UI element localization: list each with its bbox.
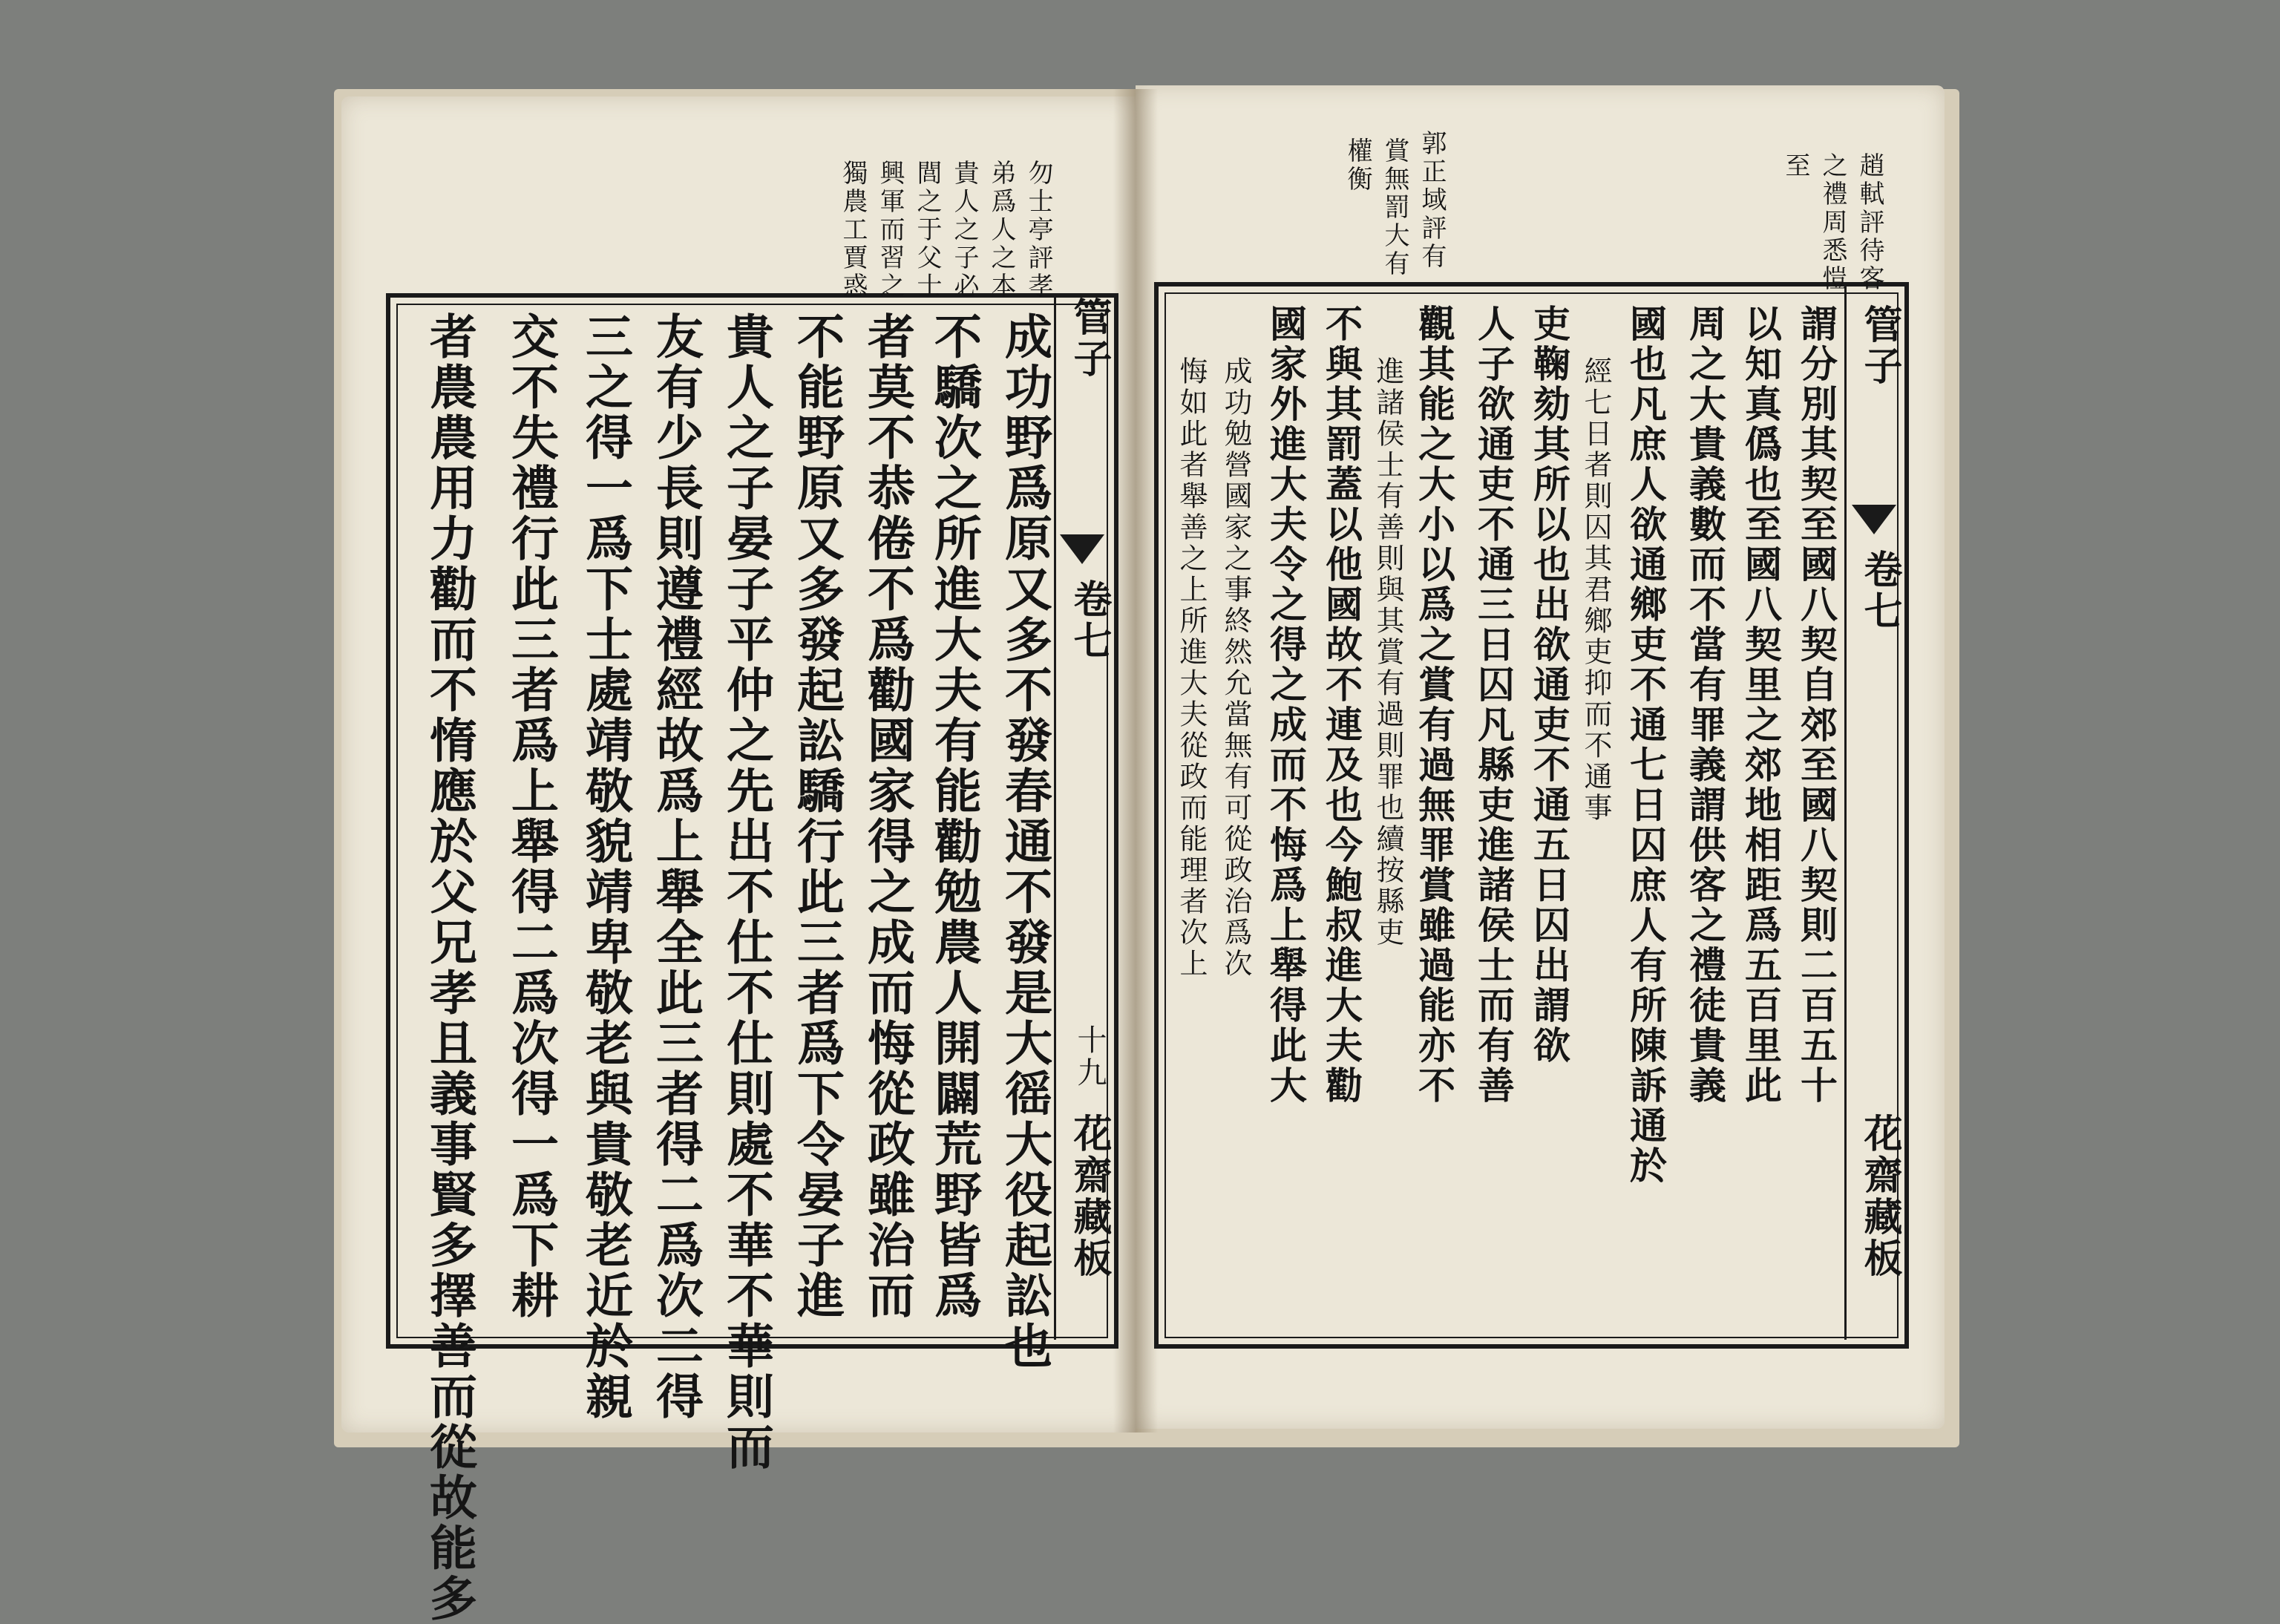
left-folio-number: 十九 xyxy=(1072,1024,1107,1090)
left-top-note-3: 貴人之子必 xyxy=(949,160,979,301)
left-press-mark: 花齋藏板 xyxy=(1067,1113,1112,1280)
right-press-mark: 花齋藏板 xyxy=(1857,1113,1902,1280)
right-top-note-1: 趙軾評待客 xyxy=(1855,152,1884,293)
right-text-column-2: 以知真僞也至國八契里之郊地相距爲五百里此 xyxy=(1739,304,1783,1106)
left-text-column-6: 友有少長則遵禮經故爲上舉全此三者得二爲次二得 xyxy=(648,312,704,1422)
left-top-note-6: 獨農工賈惑 xyxy=(838,160,868,301)
right-text-column-8: 觀其能之大小以爲之賞有過無罪賞雖過能亦不 xyxy=(1412,304,1456,1106)
right-text-column-9: 進諸侯士有善則與其賞有過則罪也續按縣吏 xyxy=(1372,356,1404,949)
right-top-note-6: 權衡 xyxy=(1343,137,1372,194)
left-header-title: 管子 xyxy=(1067,297,1112,380)
right-text-column-7: 人子欲通吏不通三日囚凡縣吏進諸侯士而有善 xyxy=(1472,304,1516,1106)
left-text-column-1: 成功野爲原又多不發春通不發是大徭大役起訟也 xyxy=(997,312,1052,1372)
right-top-note-5: 賞無罰大有 xyxy=(1380,137,1409,278)
left-text-column-2: 不驕次之所進大夫有能勸勉農人開闢荒野皆爲 xyxy=(926,312,982,1321)
left-top-note-1: 勿士亭評孝 xyxy=(1023,160,1053,301)
right-text-column-11: 國家外進大夫令之得之成而不悔爲上舉得此大 xyxy=(1264,304,1308,1106)
right-chapter-label: 卷七 xyxy=(1857,549,1902,632)
book-gutter xyxy=(1113,89,1158,1433)
left-fish-tail-mark xyxy=(1060,534,1104,564)
left-text-column-9: 者農農用力勸而不惰應於父兄孝且義事賢多擇善而從故能多 xyxy=(422,312,477,1624)
right-text-column-10: 不與其罰蓋以他國故不連及也今鮑叔進大夫勸 xyxy=(1320,304,1363,1106)
right-text-column-12: 成功勉營國家之事終然允當無有可從政治爲次 xyxy=(1219,356,1252,980)
right-top-note-4: 郭正域評有 xyxy=(1417,130,1447,271)
left-chapter-label: 卷七 xyxy=(1067,579,1112,662)
left-text-column-8: 交不失禮行此三者爲上舉得二爲次得一爲下耕 xyxy=(503,312,559,1321)
right-top-note-3: 至 xyxy=(1781,152,1810,180)
left-text-column-5: 貴人之子晏子平仲之先出不仕不仕則處不華不華則而 xyxy=(718,312,774,1473)
left-top-note-5: 興軍而習之 xyxy=(875,160,905,301)
right-top-note-2: 之禮周悉愷 xyxy=(1818,152,1847,293)
left-top-note-4: 閭之于父士 xyxy=(912,160,942,301)
right-text-column-5: 經七日者則囚其君鄉吏抑而不通事 xyxy=(1579,356,1612,824)
right-text-column-1: 謂分別其契至國八契自郊至國八契則二百五十 xyxy=(1795,304,1838,1106)
left-text-column-4: 不能野原又多發起訟驕行此三者爲下令晏子進 xyxy=(789,312,845,1321)
right-header-title: 管子 xyxy=(1857,304,1902,387)
right-fish-tail-mark xyxy=(1852,505,1896,534)
right-text-column-4: 國也凡庶人欲通鄉吏不通七日囚庶人有所陳訴通於 xyxy=(1624,304,1668,1186)
left-top-note-2: 弟爲人之本 xyxy=(986,160,1016,301)
right-text-column-13: 悔如此者舉善之上所進大夫從政而能理者次上 xyxy=(1175,356,1208,980)
right-text-column-3: 周之大貴義數而不當有罪義謂供客之禮徒貴義 xyxy=(1683,304,1727,1106)
right-text-column-6: 吏鞠劾其所以也出欲通吏不通五日囚出謂欲 xyxy=(1527,304,1571,1066)
left-text-column-3: 者莫不恭倦不爲勸國家得之成而悔從政雖治而 xyxy=(859,312,915,1321)
left-text-column-7: 三之得一爲下士處靖敬貌靖卑敬老與貴敬老近於親 xyxy=(577,312,633,1422)
